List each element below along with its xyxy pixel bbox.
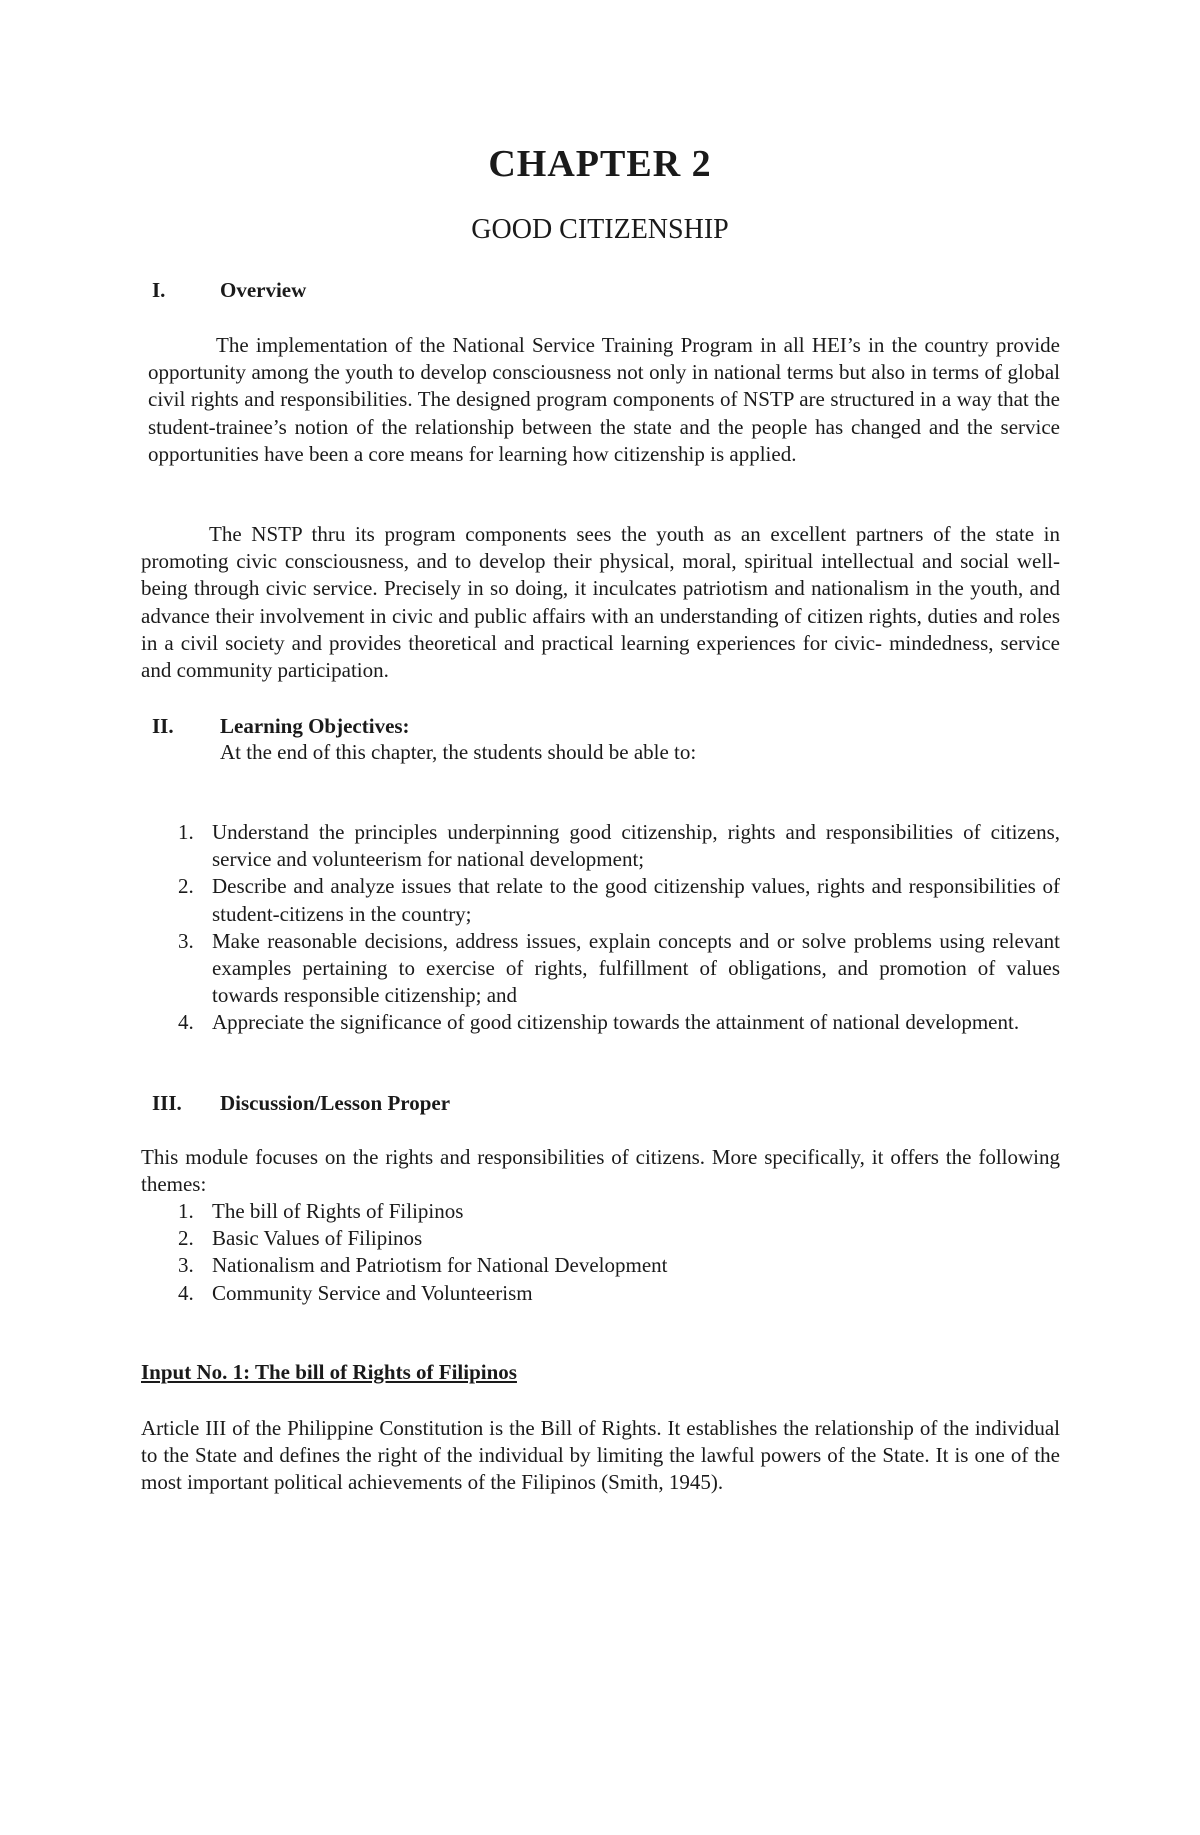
list-item — [178, 928, 1060, 1010]
discussion-title: Discussion/Lesson Proper — [220, 1091, 451, 1115]
list-item-number: 2. — [178, 1226, 194, 1251]
discussion-heading — [152, 1089, 450, 1117]
objectives-list — [178, 819, 1060, 1037]
input-paragraph: Article III of the Philippine Constitution is the Bill of Rights. It establishes the relationship of the individual to the State and defines the right of the individual by limiting the lawful powers of the State. It is one of the most important political achievements of the Filipinos (Smith, 1945). — [141, 1416, 1060, 1495]
list-item — [178, 873, 1060, 927]
list-item-number: 2. — [178, 874, 194, 899]
list-item-text: Nationalism and Patriotism for National Development — [212, 1253, 668, 1278]
overview-paragraph-1: The implementation of the National Service Training Program in all HEI’s in the country provide opportunity among the youth to develop consciousness not only in national terms but also in terms of global civil rights and responsibilities. The designed program components of NSTP are structured in a way that the student-trainee’s notion of the relationship between the state and the people has changed and the service opportunities have been a core means for learning how citizenship is applied. — [148, 333, 1060, 466]
list-item-text: Make reasonable decisions, address issues, explain concepts and or solve problems using relevant examples pertaining to exercise of rights, fulfillment of obligations, and promotion of values towards responsible citizenship; and — [212, 928, 1060, 1008]
list-item — [178, 1009, 1060, 1036]
discussion-intro: This module focuses on the rights and responsibilities of citizens. More specifically, it offers the following themes: — [141, 1145, 1060, 1197]
chapter-title: CHAPTER 2 — [488, 143, 712, 185]
list-item-text: Appreciate the significance of good citizenship towards the attainment of national development. — [212, 1010, 1020, 1035]
overview-number: I. — [152, 278, 166, 302]
list-item-number: 4. — [178, 1010, 194, 1035]
objectives-number: II. — [152, 714, 174, 738]
discussion-number: III. — [152, 1091, 182, 1115]
list-item-number: 3. — [178, 1253, 194, 1278]
list-item-number: 3. — [178, 928, 194, 953]
list-item-text: Describe and analyze issues that relate to the good citizenship values, rights and responsibilities of student-citizens in the country; — [212, 874, 1060, 926]
list-item-number: 1. — [178, 820, 194, 844]
list-item — [178, 1280, 1060, 1307]
list-item-number: 4. — [178, 1280, 194, 1305]
list-item-text: Community Service and Volunteerism — [212, 1280, 533, 1305]
list-item-text: Understand the principles underpinning good citizenship, rights and responsibilities of citizens, service and volunteerism for national development; — [212, 820, 1060, 872]
themes-list — [178, 1198, 1060, 1307]
chapter-subtitle: GOOD CITIZENSHIP — [471, 214, 729, 245]
list-item — [178, 1198, 1060, 1225]
list-item-text: Basic Values of Filipinos — [212, 1226, 423, 1251]
list-item — [178, 819, 1060, 873]
overview-title: Overview — [220, 278, 307, 302]
overview-paragraph-2: The NSTP thru its program components sees the youth as an excellent partners of the state in promoting civic consciousness, and to develop their physical, moral, spiritual intellectual and social well- being through civic service. Precisely in so doing, it inculcates patriotism and nationalism in the youth, and advance their involvement in civic and public affairs with an understanding of citizen rights, duties and roles in a civil society and provides theoretical and practical learning experiences for civic- mindedness, service and community participation. — [141, 522, 1060, 683]
objectives-title: Learning Objectives: — [220, 714, 410, 738]
list-item-number: 1. — [178, 1199, 194, 1223]
overview-heading — [152, 276, 306, 304]
objectives-heading — [152, 712, 410, 740]
objectives-intro: At the end of this chapter, the students should be able to: — [220, 740, 697, 764]
input-heading: Input No. 1: The bill of Rights of Filipinos — [141, 1360, 517, 1384]
list-item — [178, 1225, 1060, 1252]
list-item — [178, 1252, 1060, 1279]
list-item-text: The bill of Rights of Filipinos — [212, 1199, 464, 1223]
